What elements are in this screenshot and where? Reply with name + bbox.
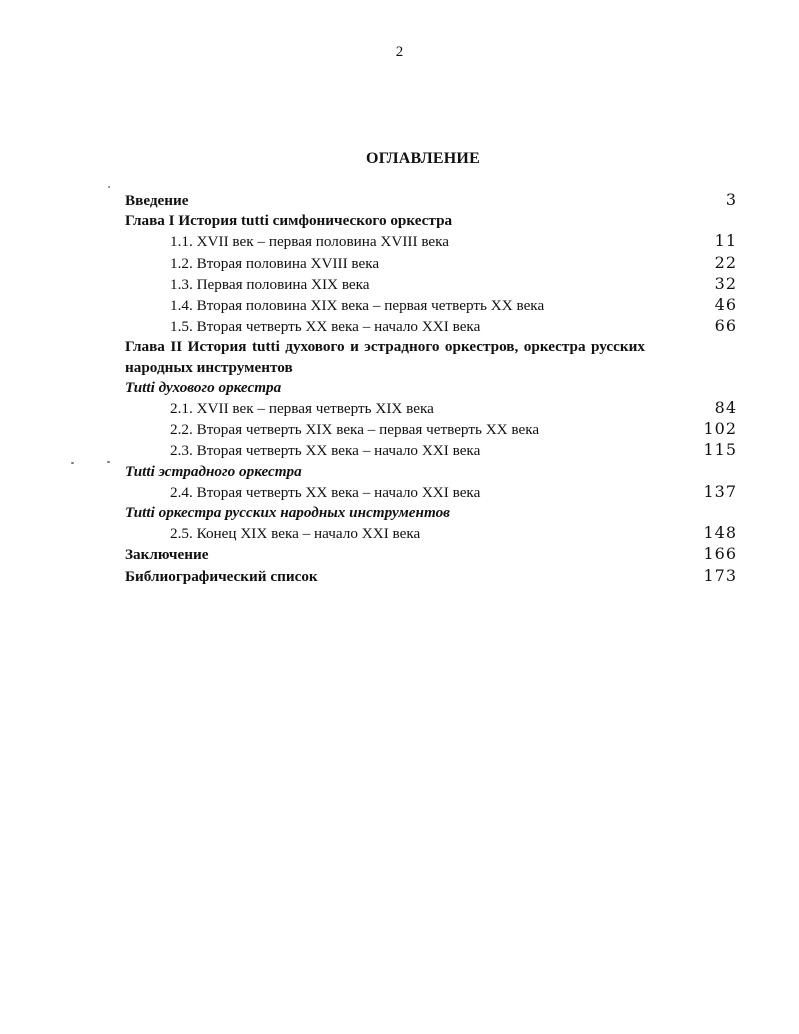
toc-entry-label: 1.3. Первая половина XIX века [170,275,370,293]
toc-entry-label: Библиографический список [125,567,318,585]
toc-entry [125,398,737,419]
toc-entry-label: Заключение [125,546,209,564]
toc-entry-label: 1.2. Вторая половина XVIII века [170,254,380,272]
toc-entry-page: 148 [703,523,737,543]
toc-entry-page: 11 [714,231,737,251]
toc-entry [125,378,737,398]
toc-entry [125,253,737,274]
toc-entry-page: 32 [714,273,737,293]
toc-entry-page: 84 [714,398,737,418]
scan-speck [108,186,110,188]
toc-entry-label: 2.5. Конец XIX века – начало XXI века [170,525,421,543]
toc-entry [125,211,737,231]
toc-entry-label: 2.1. XVII век – первая четверть XIX века [170,400,434,418]
toc-entry-label: Глава I История tutti симфонического оркестра [125,212,453,230]
toc-entry-label: Tutti духового оркестра [125,378,282,396]
toc-entry [125,523,737,544]
toc-entry-page: 22 [714,252,737,272]
toc-entry [125,337,737,377]
scan-speck [71,462,74,464]
toc-entry-label: Введение [125,192,189,209]
toc-entry [125,231,737,252]
toc-entry [125,419,737,440]
toc-entry-label: 2.4. Вторая четверть XX века – начало XXI века [170,483,481,501]
toc-entry-label: 1.4. Вторая половина XIX века – первая четверть XX века [170,297,545,315]
toc-entry-page: 46 [714,295,737,315]
toc-entry [125,440,737,461]
toc-entry [125,190,737,211]
toc-entry-label: 1.1. XVII век – первая половина XVIII века [170,233,450,251]
scan-speck [107,461,110,463]
toc-entry [125,316,737,337]
page-number: 2 [395,44,404,60]
toc-entry [125,462,737,482]
toc-entry [125,503,737,523]
toc-entry-page: 137 [703,481,737,501]
toc-entry [125,544,737,565]
toc-entry-label: Tutti эстрадного оркестра [125,462,302,480]
toc-entry [125,566,737,587]
toc-entry-label: 2.2. Вторая четверть XIX века – первая четверть XX века [170,421,540,439]
toc-entry-label: Tutti оркестра русских народных инструментов [125,504,450,522]
toc-entry-page: 115 [703,440,737,460]
toc-entry [125,295,737,316]
page-title: ОГЛАВЛЕНИЕ [366,150,480,167]
toc-entry-page: 3 [725,190,737,209]
toc-entry-page: 66 [714,316,737,336]
toc-entry-label: 1.5. Вторая четверть XX века – начало XXI века [170,318,481,336]
toc-entry-page: 166 [703,544,737,564]
toc-entry-label: 2.3. Вторая четверть XX века – начало XXI века [170,442,481,460]
toc-entry-label: Глава II История tutti духового и эстрадного оркестров, оркестра русских народных инструментов [125,338,645,376]
toc-entry-page: 102 [703,419,737,439]
table-of-contents [125,190,737,587]
toc-entry-page: 173 [703,565,737,585]
toc-entry [125,274,737,295]
toc-entry [125,482,737,503]
